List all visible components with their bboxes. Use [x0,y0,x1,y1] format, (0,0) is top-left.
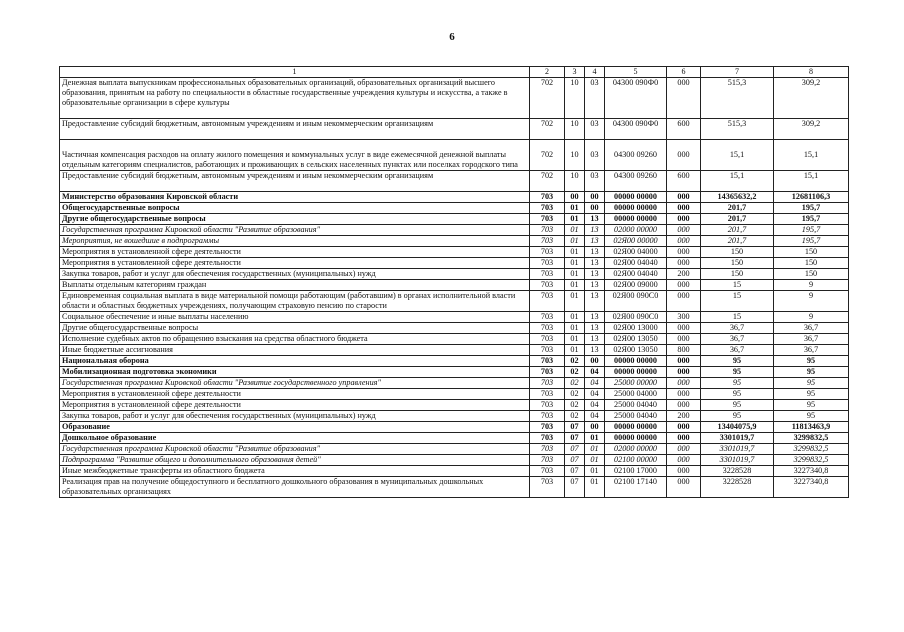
amount-actual: 9 [774,280,849,291]
row-name: Подпрограмма "Развитие общего и дополнительного образования детей" [60,455,530,466]
subsection-code: 03 [585,140,605,171]
row-name: Образование [60,422,530,433]
admin-code: 703 [530,203,565,214]
expense-type: 000 [667,477,701,498]
column-header: 2 [530,67,565,78]
target-article: 00000 00000 [605,214,667,225]
table-row [60,225,849,236]
amount-actual: 95 [774,389,849,400]
table-row [60,433,849,444]
subsection-code: 01 [585,455,605,466]
amount-plan: 15 [701,312,774,323]
section-code: 07 [565,433,585,444]
expense-type: 200 [667,269,701,280]
target-article: 04300 090Ф0 [605,78,667,119]
row-name: Иные бюджетные ассигнования [60,345,530,356]
target-article: 00000 00000 [605,203,667,214]
target-article: 02000 00000 [605,444,667,455]
column-header: 5 [605,67,667,78]
row-name: Денежная выплата выпускникам профессиональных образовательных организаций, образовательных организаций высшего образования, принятым на работу по специальности в областные государственные учреждения культуры и искусства, а также в образовательные организации в сфере культуры [60,78,530,119]
amount-plan: 201,7 [701,203,774,214]
table-row [60,444,849,455]
budget-table [59,66,849,498]
amount-actual: 95 [774,367,849,378]
amount-actual: 36,7 [774,334,849,345]
target-article: 25000 00000 [605,378,667,389]
subsection-code: 13 [585,323,605,334]
target-article: 02Я00 13050 [605,334,667,345]
target-article: 02Я00 04040 [605,269,667,280]
expense-type: 000 [667,140,701,171]
table-row [60,119,849,140]
admin-code: 703 [530,312,565,323]
subsection-code: 03 [585,171,605,192]
admin-code: 703 [530,378,565,389]
table-row [60,312,849,323]
row-name: Мероприятия в установленной сфере деятельности [60,247,530,258]
section-code: 01 [565,334,585,345]
target-article: 02000 00000 [605,225,667,236]
subsection-code: 13 [585,236,605,247]
row-name: Государственная программа Кировской области "Развитие государственного управления" [60,378,530,389]
section-code: 01 [565,345,585,356]
target-article: 25000 04040 [605,400,667,411]
section-code: 10 [565,140,585,171]
amount-actual: 195,7 [774,225,849,236]
subsection-code: 13 [585,345,605,356]
row-name: Государственная программа Кировской области "Развитие образования" [60,444,530,455]
row-name: Выплаты отдельным категориям граждан [60,280,530,291]
section-code: 00 [565,192,585,203]
target-article: 04300 09260 [605,140,667,171]
expense-type: 000 [667,247,701,258]
amount-actual: 3299832,5 [774,455,849,466]
expense-type: 000 [667,78,701,119]
amount-actual: 36,7 [774,345,849,356]
amount-actual: 309,2 [774,78,849,119]
amount-plan: 95 [701,378,774,389]
amount-plan: 3228528 [701,466,774,477]
column-header: 3 [565,67,585,78]
target-article: 02Я00 09000 [605,280,667,291]
amount-actual: 195,7 [774,236,849,247]
admin-code: 703 [530,258,565,269]
admin-code: 703 [530,389,565,400]
table-row [60,378,849,389]
table-row [60,466,849,477]
section-code: 10 [565,119,585,140]
amount-actual: 3227340,8 [774,466,849,477]
admin-code: 703 [530,334,565,345]
section-code: 01 [565,247,585,258]
amount-plan: 36,7 [701,323,774,334]
subsection-code: 04 [585,400,605,411]
admin-code: 703 [530,400,565,411]
amount-plan: 36,7 [701,345,774,356]
amount-actual: 195,7 [774,214,849,225]
section-code: 01 [565,258,585,269]
amount-plan: 13404075,9 [701,422,774,433]
target-article: 02Я00 090С0 [605,291,667,312]
subsection-code: 01 [585,444,605,455]
admin-code: 703 [530,356,565,367]
amount-plan: 515,3 [701,119,774,140]
amount-plan: 3301019,7 [701,444,774,455]
target-article: 25000 04000 [605,389,667,400]
admin-code: 703 [530,345,565,356]
section-code: 02 [565,367,585,378]
row-name: Частичная компенсация расходов на оплату жилого помещения и коммунальных услуг в виде ежемесячной денежной выплаты отдельным категориям специалистов, работающих и проживающих в сельских населенных пунктах или поселках городского типа [60,140,530,171]
subsection-code: 00 [585,192,605,203]
section-code: 02 [565,411,585,422]
admin-code: 703 [530,192,565,203]
subsection-code: 04 [585,411,605,422]
table-row [60,291,849,312]
amount-actual: 12681106,3 [774,192,849,203]
section-code: 02 [565,400,585,411]
amount-actual: 3227340,8 [774,477,849,498]
admin-code: 703 [530,367,565,378]
expense-type: 200 [667,411,701,422]
expense-type: 000 [667,367,701,378]
header-row [60,67,849,78]
amount-actual: 15,1 [774,171,849,192]
amount-actual: 309,2 [774,119,849,140]
target-article: 02Я00 00000 [605,236,667,247]
subsection-code: 03 [585,78,605,119]
amount-plan: 36,7 [701,334,774,345]
amount-plan: 150 [701,247,774,258]
expense-type: 000 [667,334,701,345]
amount-plan: 3228528 [701,477,774,498]
column-header: 4 [585,67,605,78]
admin-code: 702 [530,78,565,119]
subsection-code: 13 [585,312,605,323]
admin-code: 703 [530,433,565,444]
admin-code: 702 [530,171,565,192]
section-code: 02 [565,356,585,367]
amount-plan: 95 [701,356,774,367]
subsection-code: 00 [585,203,605,214]
row-name: Государственная программа Кировской области "Развитие образования" [60,225,530,236]
section-code: 07 [565,444,585,455]
expense-type: 600 [667,171,701,192]
amount-plan: 15,1 [701,171,774,192]
expense-type: 000 [667,192,701,203]
target-article: 02100 00000 [605,455,667,466]
section-code: 01 [565,225,585,236]
table-row [60,78,849,119]
target-article: 00000 00000 [605,422,667,433]
expense-type: 800 [667,345,701,356]
row-name: Дошкольное образование [60,433,530,444]
target-article: 25000 04040 [605,411,667,422]
target-article: 00000 00000 [605,356,667,367]
table-row [60,400,849,411]
admin-code: 702 [530,140,565,171]
expense-type: 000 [667,236,701,247]
section-code: 01 [565,291,585,312]
page-number: 6 [449,31,455,43]
admin-code: 703 [530,214,565,225]
admin-code: 703 [530,455,565,466]
expense-type: 000 [667,291,701,312]
expense-type: 000 [667,280,701,291]
expense-type: 000 [667,433,701,444]
expense-type: 000 [667,444,701,455]
section-code: 01 [565,214,585,225]
table-row [60,389,849,400]
subsection-code: 13 [585,269,605,280]
row-name: Другие общегосударственные вопросы [60,214,530,225]
amount-plan: 201,7 [701,214,774,225]
table-row [60,367,849,378]
target-article: 04300 09260 [605,171,667,192]
table-row [60,280,849,291]
subsection-code: 00 [585,422,605,433]
target-article: 02Я00 13050 [605,345,667,356]
amount-plan: 3301019,7 [701,455,774,466]
subsection-code: 01 [585,466,605,477]
expense-type: 000 [667,214,701,225]
row-name: Общегосударственные вопросы [60,203,530,214]
table-row [60,192,849,203]
admin-code: 703 [530,291,565,312]
amount-plan: 15 [701,280,774,291]
table-row [60,345,849,356]
row-name: Исполнение судебных актов по обращению взыскания на средства областного бюджета [60,334,530,345]
amount-plan: 201,7 [701,225,774,236]
subsection-code: 01 [585,433,605,444]
table-row [60,236,849,247]
admin-code: 703 [530,323,565,334]
expense-type: 000 [667,400,701,411]
table-row [60,356,849,367]
admin-code: 703 [530,411,565,422]
subsection-code: 13 [585,291,605,312]
admin-code: 703 [530,247,565,258]
target-article: 02Я00 090С0 [605,312,667,323]
admin-code: 703 [530,422,565,433]
row-name: Мероприятия в установленной сфере деятельности [60,400,530,411]
column-header: 6 [667,67,701,78]
row-name: Национальная оборона [60,356,530,367]
expense-type: 600 [667,119,701,140]
table-row [60,323,849,334]
amount-plan: 95 [701,411,774,422]
section-code: 10 [565,78,585,119]
amount-actual: 3299832,5 [774,433,849,444]
subsection-code: 13 [585,247,605,258]
admin-code: 703 [530,466,565,477]
table-row [60,455,849,466]
section-code: 01 [565,312,585,323]
amount-actual: 150 [774,258,849,269]
amount-plan: 150 [701,258,774,269]
amount-plan: 95 [701,367,774,378]
section-code: 01 [565,269,585,280]
row-name: Министерство образования Кировской области [60,192,530,203]
subsection-code: 03 [585,119,605,140]
section-code: 02 [565,378,585,389]
section-code: 02 [565,389,585,400]
subsection-code: 00 [585,356,605,367]
amount-actual: 150 [774,269,849,280]
amount-plan: 201,7 [701,236,774,247]
column-header: 1 [60,67,530,78]
subsection-code: 04 [585,367,605,378]
expense-type: 000 [667,389,701,400]
table-row [60,411,849,422]
expense-type: 000 [667,225,701,236]
section-code: 07 [565,422,585,433]
expense-type: 000 [667,203,701,214]
amount-actual: 95 [774,356,849,367]
expense-type: 000 [667,466,701,477]
expense-type: 300 [667,312,701,323]
row-name: Закупка товаров, работ и услуг для обеспечения государственных (муниципальных) нужд [60,269,530,280]
table-row [60,214,849,225]
subsection-code: 13 [585,334,605,345]
amount-actual: 195,7 [774,203,849,214]
subsection-code: 04 [585,378,605,389]
amount-actual: 95 [774,411,849,422]
expense-type: 000 [667,356,701,367]
target-article: 00000 00000 [605,433,667,444]
row-name: Реализация прав на получение общедоступного и бесплатного дошкольного образования в муниципальных дошкольных образовательных организациях [60,477,530,498]
amount-plan: 15 [701,291,774,312]
section-code: 01 [565,280,585,291]
target-article: 02Я00 13000 [605,323,667,334]
section-code: 07 [565,477,585,498]
subsection-code: 01 [585,477,605,498]
table-row [60,334,849,345]
section-code: 01 [565,236,585,247]
amount-actual: 150 [774,247,849,258]
expense-type: 000 [667,258,701,269]
target-article: 02100 17140 [605,477,667,498]
table-row [60,269,849,280]
admin-code: 703 [530,236,565,247]
table-row [60,477,849,498]
table-row [60,140,849,171]
admin-code: 703 [530,225,565,236]
target-article: 02Я00 04000 [605,247,667,258]
table-row [60,171,849,192]
row-name: Иные межбюджетные трансферты из областного бюджета [60,466,530,477]
amount-plan: 150 [701,269,774,280]
expense-type: 000 [667,455,701,466]
column-header: 8 [774,67,849,78]
amount-actual: 3299832,5 [774,444,849,455]
target-article: 00000 00000 [605,367,667,378]
row-name: Единовременная социальная выплата в виде материальной помощи работающим (работавшим) в органах исполнительной власти области и областных бюджетных учреждениях, получающим страховую пенсию по старости [60,291,530,312]
subsection-code: 04 [585,389,605,400]
amount-actual: 95 [774,378,849,389]
column-header: 7 [701,67,774,78]
amount-actual: 36,7 [774,323,849,334]
subsection-code: 13 [585,258,605,269]
table-row [60,247,849,258]
subsection-code: 13 [585,225,605,236]
subsection-code: 13 [585,214,605,225]
row-name: Социальное обеспечение и иные выплаты населению [60,312,530,323]
expense-type: 000 [667,422,701,433]
subsection-code: 13 [585,280,605,291]
target-article: 02100 17000 [605,466,667,477]
section-code: 07 [565,466,585,477]
target-article: 02Я00 04040 [605,258,667,269]
expense-type: 000 [667,378,701,389]
amount-plan: 15,1 [701,140,774,171]
table-row [60,203,849,214]
table-row [60,258,849,269]
section-code: 01 [565,323,585,334]
amount-plan: 95 [701,389,774,400]
amount-plan: 95 [701,400,774,411]
admin-code: 703 [530,269,565,280]
row-name: Мероприятия в установленной сфере деятельности [60,258,530,269]
row-name: Мероприятия, не вошедшие в подпрограммы [60,236,530,247]
expense-type: 000 [667,323,701,334]
amount-plan: 3301019,7 [701,433,774,444]
table-row [60,422,849,433]
amount-actual: 9 [774,312,849,323]
amount-actual: 9 [774,291,849,312]
row-name: Предоставление субсидий бюджетным, автономным учреждениям и иным некоммерческим организациям [60,171,530,192]
admin-code: 702 [530,119,565,140]
admin-code: 703 [530,280,565,291]
amount-actual: 15,1 [774,140,849,171]
section-code: 07 [565,455,585,466]
amount-plan: 14365632,2 [701,192,774,203]
row-name: Мероприятия в установленной сфере деятельности [60,389,530,400]
row-name: Мобилизационная подготовка экономики [60,367,530,378]
admin-code: 703 [530,444,565,455]
row-name: Закупка товаров, работ и услуг для обеспечения государственных (муниципальных) нужд [60,411,530,422]
row-name: Предоставление субсидий бюджетным, автономным учреждениям и иным некоммерческим организациям [60,119,530,140]
target-article: 04300 090Ф0 [605,119,667,140]
amount-actual: 95 [774,400,849,411]
section-code: 10 [565,171,585,192]
section-code: 01 [565,203,585,214]
amount-plan: 515,3 [701,78,774,119]
amount-actual: 11813463,9 [774,422,849,433]
row-name: Другие общегосударственные вопросы [60,323,530,334]
admin-code: 703 [530,477,565,498]
target-article: 00000 00000 [605,192,667,203]
